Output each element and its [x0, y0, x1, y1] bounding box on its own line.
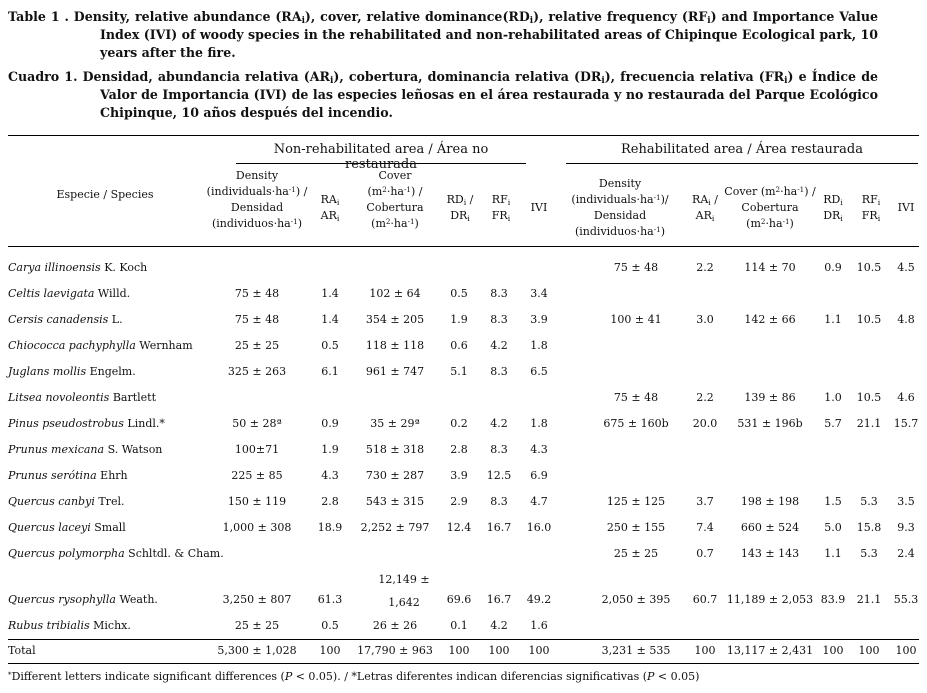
table-cell: 675 ± 160b [603, 417, 669, 430]
table-cell: 3,231 ± 535 [601, 644, 671, 657]
header-rd-rehab [823, 192, 843, 224]
table-cell [8, 363, 136, 381]
text-fragment: ) / [804, 185, 816, 198]
table-row [0, 415, 927, 433]
table-cell: 4.2 [490, 339, 508, 352]
table-cell: 11,189 ± 2,053 [726, 593, 814, 606]
table-cell [8, 415, 165, 433]
table-cell [8, 337, 193, 355]
table-cell: 142 ± 66 [744, 313, 796, 326]
species-name: Juglans mollis [8, 365, 87, 378]
table-cell [8, 441, 162, 459]
table-cell: 150 ± 119 [227, 495, 287, 508]
table-cell: 1.6 [530, 619, 548, 632]
table-cell: 5.7 [824, 417, 842, 430]
table-cell [8, 519, 126, 537]
text-fragment: -1 [782, 216, 790, 226]
table-row [0, 311, 927, 329]
table-cell: 100 [895, 644, 917, 657]
table-cell: 2.2 [696, 261, 714, 274]
table-cell: 0.5 [321, 619, 339, 632]
text-fragment: i [711, 213, 715, 223]
text-fragment: i [330, 76, 334, 87]
species-author: Wernham [139, 339, 193, 352]
text-fragment: ), cobertura, dominancia relativa (DR [333, 69, 602, 84]
text-fragment: RA [692, 193, 709, 206]
table-caption-english [8, 8, 878, 62]
table-cell: 21.1 [856, 593, 882, 606]
species-name: Quercus rysophylla [8, 593, 116, 606]
table-cell: 1.0 [824, 391, 842, 404]
table-cell: 325 ± 263 [227, 365, 287, 378]
species-author: Small [94, 521, 126, 534]
table-cell: 75 ± 48 [613, 391, 659, 404]
header-ivi-rehab: IVI [897, 201, 915, 214]
text-fragment: 2 [385, 216, 391, 226]
table-row [0, 545, 927, 563]
table-row [0, 573, 927, 609]
table-row [0, 493, 927, 511]
species-name: Litsea novoleontis [8, 391, 110, 404]
text-fragment: DR [823, 209, 841, 222]
table-row [0, 467, 927, 485]
text-fragment: < 0.05) [654, 670, 700, 683]
text-fragment: DR [450, 209, 468, 222]
table-cell: 4.3 [530, 443, 548, 456]
group-rule-rehab [566, 163, 918, 164]
text-fragment: i [840, 213, 843, 223]
table-cell: 125 ± 125 [606, 495, 666, 508]
species-name: Quercus polymorpha [8, 547, 125, 560]
text-fragment: -1 [290, 216, 298, 226]
text-fragment: ·ha [765, 217, 783, 230]
table-cell: 518 ± 318 [365, 443, 425, 456]
table-cell: 21.1 [856, 417, 882, 430]
table-cell: 69.6 [446, 593, 472, 606]
text-fragment: Different letters indicate significant differences ( [11, 670, 285, 683]
text-fragment: i [467, 213, 470, 223]
table-cell: 139 ± 86 [744, 391, 796, 404]
text-fragment: i [877, 197, 881, 207]
table-cell: 100 [448, 644, 470, 657]
text-fragment: ), frecuencia relativa (FR [604, 69, 785, 84]
text-fragment: -1 [407, 216, 415, 226]
species-name: Prunus mexicana [8, 443, 105, 456]
species-author: Schltdl. & Cham. [128, 547, 224, 560]
table-cell: 100 [858, 644, 880, 657]
table-footnote [8, 670, 699, 683]
caption-label: Cuadro 1. [8, 69, 78, 84]
header-ra-non-rehab [321, 192, 340, 224]
header-species: Especie / Species [56, 188, 154, 201]
table-cell: 17,790 ± 963 [357, 644, 433, 657]
table-cell: 2.4 [897, 547, 915, 560]
species-author: Trel. [98, 495, 125, 508]
text-fragment: ·ha [386, 185, 404, 198]
table-row [0, 617, 927, 635]
header-cover-rehab: Cover $(m^2\cdot ha^{-1})$ / Cobertura $(m^2\cdot ha^{-1})$ [724, 184, 816, 230]
table-cell: 16.7 [486, 521, 512, 534]
text-fragment: i [463, 197, 467, 207]
table-cell: 8.3 [490, 443, 508, 456]
table-cell: 100 [694, 644, 716, 657]
text-fragment: AR [320, 209, 337, 222]
species-author: L. [111, 313, 123, 326]
table-cell: 5,300 ± 1,028 [217, 644, 297, 657]
header-density-rehab: Density $(individuals\cdot ha^{-1})/$ Densidad $(individuos\cdot ha^{-1})$ [571, 177, 669, 238]
table-cell: 114 ± 70 [744, 261, 796, 274]
text-fragment: / [710, 193, 718, 206]
table-row [0, 519, 927, 537]
table-cell [8, 259, 147, 277]
table-cell: 0.1 [450, 619, 468, 632]
table-cell: 1.1 [824, 547, 842, 560]
table-cell: 50 ± 28ª [232, 417, 282, 430]
text-fragment: )/ [660, 193, 669, 206]
text-fragment: ) e Índice de Valor de Importancia (IVI) de las especies leñosas en el área restaurada y no restaurada del Parque Ecológico Chipinque, 10 años después del incendio. [100, 69, 879, 120]
table-cell: 660 ± 524 [740, 521, 800, 534]
text-fragment: i [529, 16, 534, 27]
species-name: Carya illinoensis [8, 261, 101, 274]
table-cell: 4.2 [490, 619, 508, 632]
text-fragment: Densidad, abundancia relativa (AR [82, 69, 331, 84]
table-cell: 5.3 [860, 495, 878, 508]
species-author: K. Koch [104, 261, 148, 274]
species-name: Prunus serótina [8, 469, 97, 482]
table-cell: 25 ± 25 [613, 547, 659, 560]
total-top-rule [8, 639, 919, 640]
table-cell: 10.5 [856, 261, 882, 274]
table-cell: 100 ± 41 [610, 313, 662, 326]
table-cell: 2,252 ± 797 [360, 521, 430, 534]
table-cell: 4.2 [490, 417, 508, 430]
table-cell: 4.3 [321, 469, 339, 482]
table-cell: 2.9 [450, 495, 468, 508]
text-fragment: Cover (m [724, 185, 776, 198]
table-cell: Total [8, 644, 36, 657]
header-ra-rehab [692, 192, 718, 224]
species-name: Chiococca pachyphylla [8, 339, 136, 352]
text-fragment: < 0.05). / *Letras diferentes indican diferencias significativas ( [292, 670, 648, 683]
text-fragment: RD [823, 193, 841, 206]
table-cell: 8.3 [490, 495, 508, 508]
table-cell: 5.0 [824, 521, 842, 534]
table-cell: 0.5 [450, 287, 468, 300]
table-cell: 100±71 [234, 443, 280, 456]
table-cell: 5.3 [860, 547, 878, 560]
header-bottom-rule [8, 246, 919, 247]
table-cell: 1.8 [530, 339, 548, 352]
table-cell [8, 285, 130, 303]
table-cell: 3,250 ± 807 [222, 593, 292, 606]
text-fragment: ·ha [780, 185, 798, 198]
text-fragment: P [647, 670, 655, 683]
table-cell: 5.1 [450, 365, 468, 378]
header-density-non-rehab: Density $(individuals\cdot ha^{-1})$ / Densidad $(individuos\cdot ha^{-1})$ [206, 169, 308, 230]
text-fragment: (individuos·ha [212, 217, 291, 230]
table-cell: 75 ± 48 [613, 261, 659, 274]
text-fragment: RA [320, 193, 337, 206]
text-fragment: i [336, 213, 340, 223]
table-cell [8, 311, 123, 329]
table-cell: 2.8 [450, 443, 468, 456]
table-cell [8, 389, 156, 407]
text-fragment: -1 [653, 224, 661, 234]
table-row [0, 337, 927, 355]
table-cell: 1.4 [321, 313, 339, 326]
text-fragment: ) [297, 217, 302, 230]
table-cell: 0.9 [824, 261, 842, 274]
table-cell [8, 493, 124, 511]
species-author: Weath. [119, 593, 158, 606]
text-fragment: (m [746, 217, 761, 230]
table-cell: 3.7 [696, 495, 714, 508]
text-fragment: i [840, 197, 843, 207]
table-cell: 2.2 [696, 391, 714, 404]
table-cell: 3.9 [450, 469, 468, 482]
table-cell: 16.7 [486, 593, 512, 606]
table-cell: 26 ± 26 [372, 619, 418, 632]
table-cell: 1.9 [321, 443, 339, 456]
text-fragment: RD [446, 193, 464, 206]
table-cell: 1.5 [824, 495, 842, 508]
text-fragment: ) [414, 217, 419, 230]
table-cell: 35 ± 29ª [370, 417, 420, 430]
table-cell: 4.6 [897, 391, 915, 404]
table-cell: 8.3 [490, 313, 508, 326]
table-caption-spanish [8, 68, 878, 122]
table-cell: 2,050 ± 395 [601, 593, 671, 606]
table-cell: 20.0 [692, 417, 718, 430]
text-fragment: i [507, 197, 511, 207]
table-row [0, 285, 927, 303]
table-cell: 75 ± 48 [234, 287, 280, 300]
text-fragment: AR [695, 209, 712, 222]
species-author: Engelm. [89, 365, 136, 378]
text-fragment: P [284, 670, 293, 683]
species-name: Celtis laevigata [8, 287, 95, 300]
table-cell: 225 ± 85 [231, 469, 283, 482]
species-author: Willd. [97, 287, 131, 300]
species-name: Cersis canadensis [8, 313, 109, 326]
species-author: S. Watson [107, 443, 163, 456]
table-cell: 8.3 [490, 365, 508, 378]
table-cell: 198 ± 198 [740, 495, 800, 508]
table-cell: 6.9 [530, 469, 548, 482]
table-cell: 12.5 [486, 469, 512, 482]
text-fragment: RF [491, 193, 508, 206]
species-name: Quercus canbyi [8, 495, 95, 508]
text-fragment: -1 [288, 184, 296, 194]
text-fragment: RF [861, 193, 878, 206]
table-cell: 0.9 [321, 417, 339, 430]
table-cell: 60.7 [692, 593, 718, 606]
table-cell: 3.9 [530, 313, 548, 326]
table-cell: 10.5 [856, 391, 882, 404]
text-fragment: ) / [295, 185, 308, 198]
text-fragment: i [877, 213, 881, 223]
text-fragment: -1 [403, 184, 411, 194]
table-top-rule [8, 135, 919, 136]
text-fragment: (m [371, 217, 386, 230]
group-header-rehabilitated: Rehabilitated area / Área restaurada [621, 142, 863, 157]
table-cell: 354 ± 205 [365, 313, 425, 326]
text-fragment: (individuals·ha [206, 185, 289, 198]
text-fragment: i [301, 16, 305, 27]
text-fragment: ), cover, relative dominance(RD [304, 9, 530, 24]
table-cell: 4.7 [530, 495, 548, 508]
table-cell: 100 [488, 644, 510, 657]
text-fragment: i [784, 76, 788, 87]
table-cell: 6.1 [321, 365, 339, 378]
text-fragment [8, 8, 878, 62]
species-name: Pinus pseudostrobus [8, 417, 124, 430]
table-cell: 250 ± 155 [606, 521, 666, 534]
table-cell: 4.8 [897, 313, 915, 326]
table-cell: 118 ± 118 [365, 339, 425, 352]
table-cell: 10.5 [856, 313, 882, 326]
table-cell: 1.9 [450, 313, 468, 326]
species-name: Quercus laceyi [8, 521, 91, 534]
table-cell: 543 ± 315 [365, 495, 425, 508]
table-cell: 12.4 [446, 521, 472, 534]
text-fragment: -1 [653, 192, 661, 202]
table-cell: 55.3 [893, 593, 919, 606]
text-fragment: ·ha [390, 217, 408, 230]
table-cell: 25 ± 25 [234, 619, 280, 632]
text-fragment: 2 [775, 184, 781, 194]
table-cell: 4.5 [897, 261, 915, 274]
table-cell: 49.2 [526, 593, 552, 606]
text-fragment [8, 68, 878, 122]
text-fragment: i [708, 197, 711, 207]
table-row [0, 389, 927, 407]
text-fragment: ) and Importance Value Index (IVI) of woody species in the rehabilitated and non-rehabilitated areas of Chipinque Ecological park, 10 years after the fire. [100, 9, 878, 60]
table-row [0, 259, 927, 277]
text-fragment: 2 [382, 184, 387, 194]
header-ivi-non-rehab: IVI [530, 201, 548, 214]
table-cell: 83.9 [820, 593, 846, 606]
species-author: Ehrh [100, 469, 128, 482]
table-cell: 1.1 [824, 313, 842, 326]
table-cell: 0.6 [450, 339, 468, 352]
table-cell: 0.5 [321, 339, 339, 352]
text-fragment: i [707, 16, 711, 27]
table-cell: 8.3 [490, 287, 508, 300]
table-cell: 100 [528, 644, 550, 657]
species-author: Lindl.* [127, 417, 165, 430]
table-cell: 730 ± 287 [365, 469, 425, 482]
text-fragment: ), relative frequency (RF [533, 9, 708, 24]
table-cell [8, 467, 128, 485]
table-cell: 961 ± 747 [365, 365, 425, 378]
group-header-non-rehabilitated: Non-rehabilitated area / Área no restaurada [273, 142, 489, 172]
table-cell [8, 591, 158, 609]
table-cell: 2.8 [321, 495, 339, 508]
text-fragment: -1 [797, 184, 805, 194]
table-cell: 3.5 [897, 495, 915, 508]
text-fragment: (individuals·ha [571, 193, 654, 206]
table-bottom-rule [8, 663, 919, 664]
text-fragment: 2 [760, 216, 766, 226]
text-fragment: i [507, 213, 511, 223]
text-fragment: ) / [410, 185, 423, 198]
header-rf-non-rehab [492, 192, 510, 224]
text-fragment: (m [367, 185, 383, 198]
table-cell: 75 ± 48 [234, 313, 280, 326]
table-cell: 61.3 [317, 593, 343, 606]
table-cell [8, 617, 131, 635]
table-cell: 7.4 [696, 521, 714, 534]
table-cell: 25 ± 25 [234, 339, 280, 352]
table-cell [8, 545, 224, 563]
text-fragment: i [601, 76, 605, 87]
text-fragment: FR [861, 209, 878, 222]
species-author: Bartlett [112, 391, 157, 404]
species-author: Michx. [93, 619, 131, 632]
text-fragment: i [336, 197, 340, 207]
species-name: Rubus tribialis [8, 619, 90, 632]
table-cell: 102 ± 64 [369, 287, 421, 300]
text-fragment: * [8, 669, 12, 679]
table-row [0, 363, 927, 381]
table-cell: 18.9 [317, 521, 343, 534]
table-cell: 15.7 [893, 417, 919, 430]
text-fragment: (individuos·ha [575, 225, 654, 238]
table-row [0, 441, 927, 459]
table-cell: 100 [319, 644, 341, 657]
table-cell: 0.7 [696, 547, 714, 560]
table-cell: 1.4 [321, 287, 339, 300]
text-fragment: / [466, 193, 474, 206]
table-cell: 15.8 [856, 521, 882, 534]
table-cell: 0.2 [450, 417, 468, 430]
table-row-total [0, 642, 927, 660]
table-cell: 12,149 ± 1,642 [378, 573, 430, 609]
table-cell: 3.4 [530, 287, 548, 300]
table-cell: 9.3 [897, 521, 915, 534]
table-cell: 16.0 [526, 521, 552, 534]
table-cell: 531 ± 196b [737, 417, 803, 430]
header-rd-non-rehab [447, 192, 474, 224]
text-fragment: ) [789, 217, 794, 230]
header-cover-non-rehab: Cover $(m^2\cdot ha^{-1})$ / Cobertura $(m^2\cdot ha^{-1})$ [366, 169, 424, 230]
table-cell: 1,000 ± 308 [222, 521, 292, 534]
header-rf-rehab [862, 192, 880, 224]
table-cell: 100 [822, 644, 844, 657]
table-cell: 1.8 [530, 417, 548, 430]
table-cell: 6.5 [530, 365, 548, 378]
table-cell: 143 ± 143 [740, 547, 800, 560]
text-fragment: FR [491, 209, 508, 222]
table-cell: 3.0 [696, 313, 714, 326]
text-fragment: ) [660, 225, 665, 238]
table-cell: 13,117 ± 2,431 [726, 644, 814, 657]
text-fragment: Density, relative abundance (RA [73, 9, 302, 24]
caption-label: Table 1 . [8, 9, 69, 24]
